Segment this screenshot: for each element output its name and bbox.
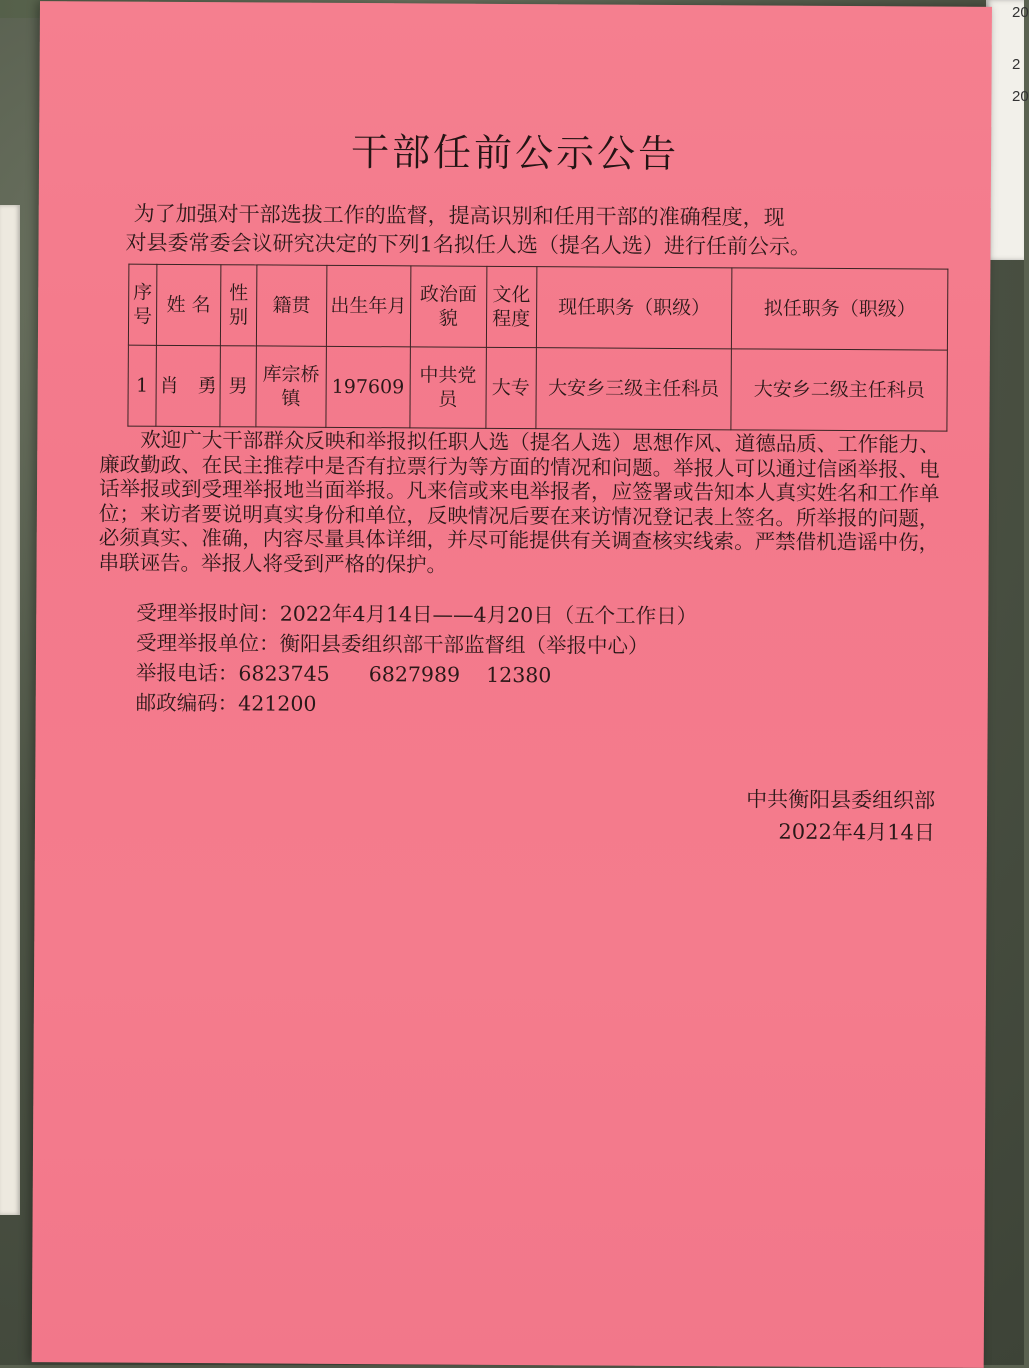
intro-text — [125, 200, 933, 263]
cell-name: 肖 勇 — [156, 345, 220, 426]
header-education: 文化程度 — [486, 266, 536, 347]
table-header-row — [128, 264, 947, 350]
report-info — [136, 598, 698, 721]
cell-native-place: 库宗桥镇 — [256, 346, 326, 427]
cell-current-position: 大安乡三级主任科员 — [536, 348, 732, 430]
header-proposed-position: 拟任职务（职级） — [732, 268, 948, 350]
header-native-place: 籍贯 — [256, 265, 326, 346]
intro-line-2: 对县委常委会议研究决定的下列1名拟任人选（提名人选）进行任前公示。 — [125, 230, 811, 259]
intro-line-1: 为了加强对干部选拔工作的监督，提高识别和任用干部的准确程度，现 — [133, 201, 785, 230]
report-phone: 举报电话：6823745 6827989 12380 — [135, 660, 552, 688]
signature-block — [675, 783, 935, 849]
signature-date: 2022年4月14日 — [778, 819, 936, 845]
left-paper-edge — [0, 205, 20, 1215]
header-gender: 性别 — [220, 265, 256, 346]
cell-education: 大专 — [486, 347, 536, 428]
cell-proposed-position: 大安乡二级主任科员 — [731, 349, 947, 431]
header-current-position: 现任职务（职级） — [536, 267, 732, 349]
right-edge-mark: 20 — [1012, 88, 1029, 105]
report-postcode: 邮政编码：421200 — [135, 690, 317, 716]
candidate-table — [127, 264, 948, 432]
table-row — [128, 345, 947, 431]
notice-title: 干部任前公示公告 — [350, 129, 680, 176]
report-paragraph: 欢迎广大干部群众反映和举报拟任职人选（提名人选）思想作风、道德品质、工作能力、廉政勤政、在民主推荐中是否有拉票行为等方面的情况和问题。举报人可以通过信函举报、电话举报或到受理举报地当面举报。凡来信或来电举报者，应签署或告知本人真实姓名和工作单位；来访者要说明真实身份和单位，反映情况后要在来访情况登记表上签名。所举报的问题，必须真实、准确，内容尽量具体详细，并尽可能提供有关调查核实线索。严禁借机造谣中伤，串联诬告。举报人将受到严格的保护。 — [98, 427, 940, 577]
cell-birth: 197609 — [326, 346, 410, 428]
right-edge-mark: 20 — [1012, 4, 1029, 21]
cell-political-status: 中共党员 — [410, 347, 486, 428]
header-name: 姓 名 — [156, 264, 220, 345]
header-birth: 出生年月 — [326, 265, 410, 347]
header-political-status: 政治面貌 — [410, 266, 486, 347]
report-time: 受理举报时间：2022年4月14日——4月20日（五个工作日） — [136, 600, 698, 629]
notice-paper — [32, 1, 992, 1368]
report-unit: 受理举报单位：衡阳县委组织部干部监督组（举报中心） — [136, 630, 649, 658]
report-instructions — [99, 427, 960, 579]
cell-index: 1 — [128, 345, 156, 426]
right-edge-mark: 2 — [1012, 56, 1021, 73]
cell-gender: 男 — [220, 346, 256, 427]
header-index: 序号 — [128, 264, 156, 345]
signature-org: 中共衡阳县委组织部 — [746, 787, 936, 813]
